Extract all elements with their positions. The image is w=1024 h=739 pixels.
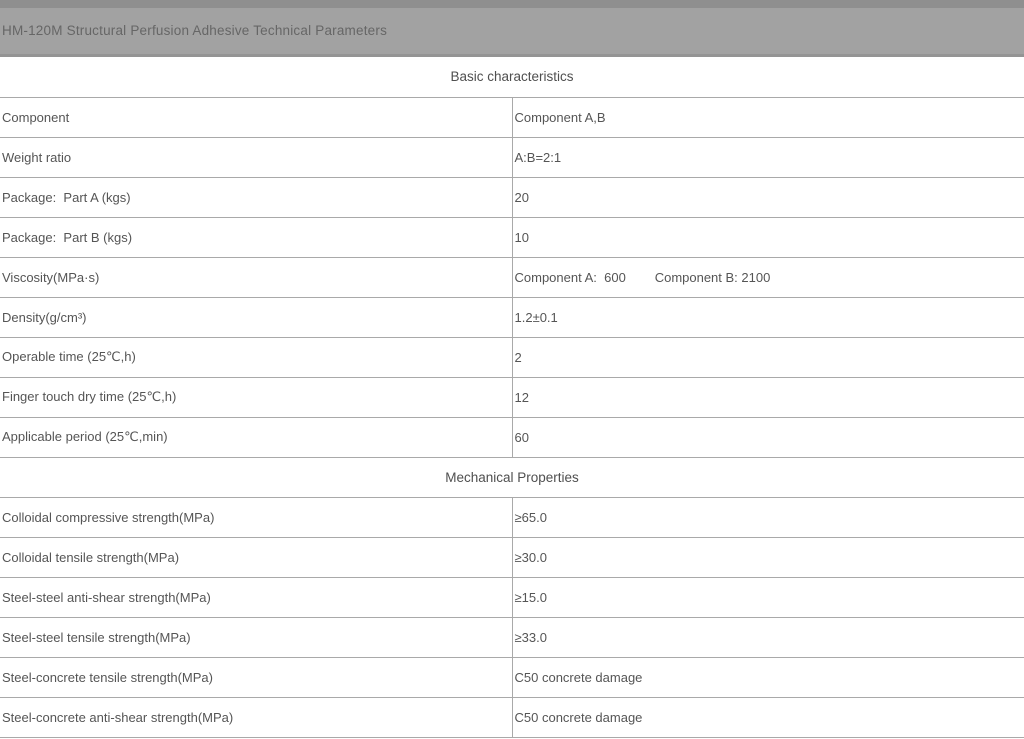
table-row <box>0 577 1024 617</box>
param-value-cell: ≥30.0 <box>512 537 1024 577</box>
param-label-cell: Applicable period (25℃,min) <box>0 417 512 457</box>
param-value-cell: ≥15.0 <box>512 577 1024 617</box>
param-value-cell: A:B=2:1 <box>512 137 1024 177</box>
param-value-cell: Component A,B <box>512 97 1024 137</box>
section-header-row <box>0 457 1024 497</box>
table-row <box>0 217 1024 257</box>
param-label-cell: Package: Part A (kgs) <box>0 177 512 217</box>
page-title: HM-120M Structural Perfusion Adhesive Technical Parameters <box>2 23 388 38</box>
param-value-cell: 60 <box>512 417 1024 457</box>
param-value-cell: C50 concrete damage <box>512 657 1024 697</box>
param-label-cell: Weight ratio <box>0 137 512 177</box>
param-label-cell: Finger touch dry time (25℃,h) <box>0 377 512 417</box>
parameters-table <box>0 57 1024 738</box>
param-label-cell: Steel-steel anti-shear strength(MPa) <box>0 577 512 617</box>
section-header-row <box>0 57 1024 97</box>
param-value-cell: 20 <box>512 177 1024 217</box>
param-label-cell: Steel-concrete anti-shear strength(MPa) <box>0 697 512 737</box>
param-value-cell: 2 <box>512 337 1024 377</box>
table-row <box>0 417 1024 457</box>
table-row <box>0 617 1024 657</box>
param-value-cell: 10 <box>512 217 1024 257</box>
section-title-basic-characteristics: Basic characteristics <box>0 57 1024 97</box>
param-value-cell: Component A: 600 Component B: 2100 <box>512 257 1024 297</box>
table-row <box>0 97 1024 137</box>
param-value-cell: ≥65.0 <box>512 497 1024 537</box>
table-row <box>0 377 1024 417</box>
title-bar <box>0 0 1024 57</box>
param-value-cell: 1.2±0.1 <box>512 297 1024 337</box>
table-row <box>0 497 1024 537</box>
param-value-cell: 12 <box>512 377 1024 417</box>
table-row <box>0 257 1024 297</box>
table-row <box>0 337 1024 377</box>
param-value-cell: C50 concrete damage <box>512 697 1024 737</box>
table-row <box>0 697 1024 737</box>
param-label-cell: Component <box>0 97 512 137</box>
param-label-cell: Steel-concrete tensile strength(MPa) <box>0 657 512 697</box>
param-label-cell: Density(g/cm³) <box>0 297 512 337</box>
param-label-cell: Package: Part B (kgs) <box>0 217 512 257</box>
param-label-cell: Colloidal tensile strength(MPa) <box>0 537 512 577</box>
param-label-cell: Viscosity(MPa·s) <box>0 257 512 297</box>
table-row <box>0 137 1024 177</box>
table-row <box>0 297 1024 337</box>
section-title-mechanical-properties: Mechanical Properties <box>0 457 1024 497</box>
table-row <box>0 657 1024 697</box>
param-label-cell: Colloidal compressive strength(MPa) <box>0 497 512 537</box>
table-row <box>0 537 1024 577</box>
param-value-cell: ≥33.0 <box>512 617 1024 657</box>
param-label-cell: Operable time (25℃,h) <box>0 337 512 377</box>
param-label-cell: Steel-steel tensile strength(MPa) <box>0 617 512 657</box>
table-row <box>0 177 1024 217</box>
